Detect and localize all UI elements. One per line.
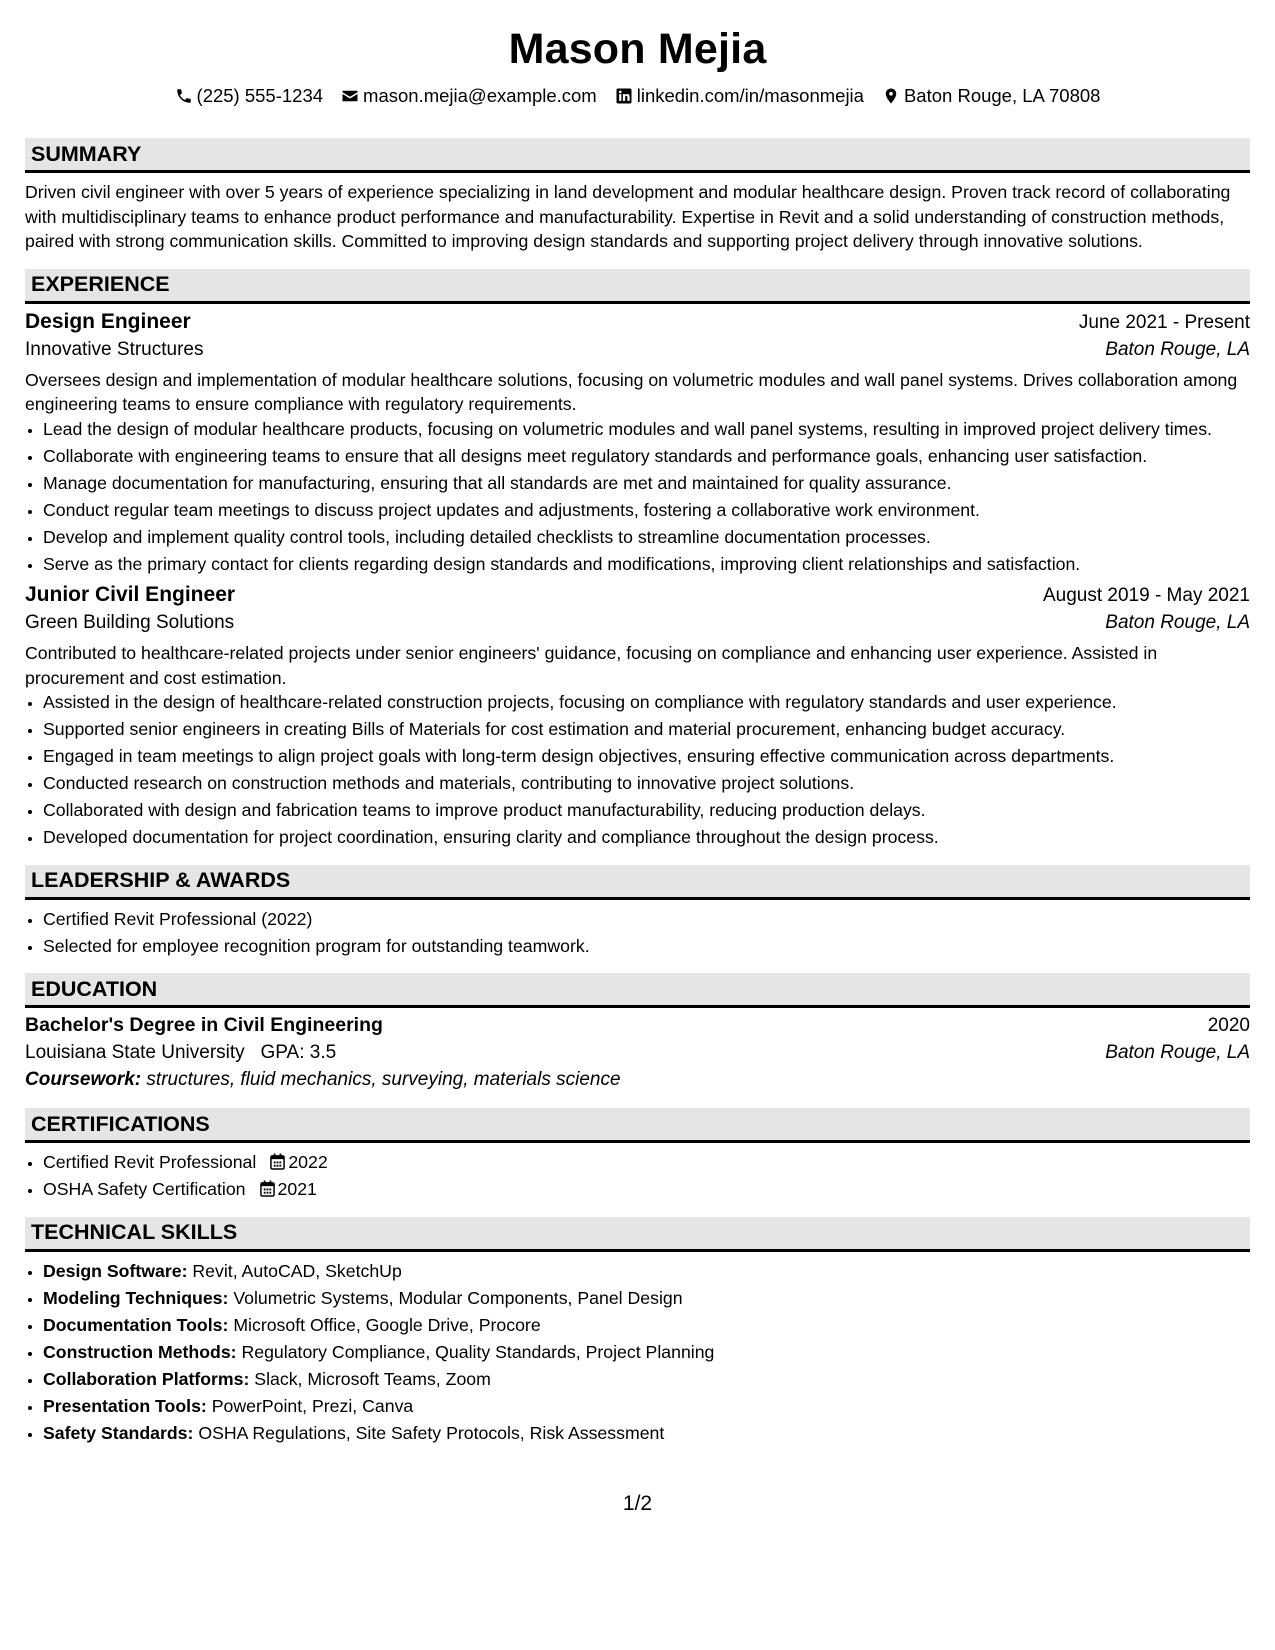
- list-item: [43, 1286, 1250, 1311]
- contact-email-text: mason.mejia@example.com: [363, 85, 597, 106]
- job-header-row: [25, 583, 1250, 607]
- envelope-icon: [341, 87, 359, 105]
- list-item: • Developed documentation for project coordination, ensuring clarity and compliance throughout the design process.: [43, 825, 1250, 850]
- skill-label: Construction Methods:: [43, 1341, 237, 1362]
- education-school: Louisiana State University: [25, 1042, 245, 1063]
- job-header-row: [25, 310, 1250, 334]
- skills-heading: TECHNICAL SKILLS: [25, 1217, 1250, 1252]
- skill-label: Collaboration Platforms:: [43, 1368, 250, 1389]
- leadership-heading: LEADERSHIP & AWARDS: [25, 865, 1250, 900]
- list-item: • Collaborate with engineering teams to ensure that all designs meet regulatory standards and performance goals, enhancing user satisfaction.: [43, 444, 1250, 469]
- page-indicator: 1/2: [622, 1492, 653, 1515]
- job-bullets: [25, 417, 1250, 577]
- resume-page: [25, 0, 1250, 1448]
- list-item: • Certified Revit Professional (2022): [43, 907, 1250, 932]
- job-summary: Oversees design and implementation of modular healthcare solutions, focusing on volumetric modules and wall panel systems. Drives collaboration among engineering teams to ensure compliance with regulatory requirements.: [25, 369, 1238, 414]
- list-item: • Manage documentation for manufacturing, ensuring that all standards are met and maintained for quality assurance.: [43, 471, 1250, 496]
- job-dates: August 2019 - May 2021: [1042, 585, 1250, 606]
- list-item: • Selected for employee recognition program for outstanding teamwork.: [43, 934, 1250, 959]
- list-item: • Lead the design of modular healthcare products, focusing on volumetric modules and wall panel systems, resulting in improved project delivery times.: [43, 417, 1250, 442]
- education-entry: [25, 1014, 1250, 1091]
- linkedin-icon: [615, 87, 633, 105]
- education-location: Baton Rouge, LA: [1105, 1042, 1250, 1063]
- summary-text: Driven civil engineer with over 5 years of experience specializing in land development and modular healthcare design. Proven track record of collaborating with multidisciplinary teams to enhance product performance and manufacturability. Expertise in Revit and a solid understanding of construction methods, paired with strong communication skills. Committed to improving design standards and supporting project delivery through innovative solutions.: [25, 182, 1231, 251]
- education-degree-row: [25, 1014, 1250, 1037]
- list-item: [43, 1340, 1250, 1365]
- skill-value: PowerPoint, Prezi, Canva: [211, 1395, 414, 1416]
- skill-label: Safety Standards:: [43, 1422, 194, 1443]
- job-entry: [25, 583, 1250, 850]
- list-item: • Conduct regular team meetings to discuss project updates and adjustments, fostering a collaborative work environment.: [43, 498, 1250, 523]
- job-company: Innovative Structures: [25, 338, 204, 360]
- list-item: • Develop and implement quality control tools, including detailed checklists to streamline documentation processes.: [43, 525, 1250, 550]
- certification-year: 2021: [277, 1179, 317, 1199]
- certifications-heading: CERTIFICATIONS: [25, 1108, 1250, 1143]
- education-degree: Bachelor's Degree in Civil Engineering: [25, 1014, 383, 1036]
- skill-label: Documentation Tools:: [43, 1314, 229, 1335]
- contact-location: [882, 84, 1100, 108]
- map-marker-icon: [882, 87, 900, 105]
- certifications-list: [25, 1150, 1250, 1202]
- phone-icon: [175, 87, 193, 105]
- job-location: Baton Rouge, LA: [1105, 612, 1250, 633]
- job-entry: [25, 310, 1250, 577]
- list-item: [43, 1150, 1250, 1175]
- education-heading: EDUCATION: [25, 973, 1250, 1008]
- job-dates: June 2021 - Present: [1078, 311, 1250, 333]
- job-company-row: [25, 612, 1250, 634]
- education-coursework: [25, 1069, 1250, 1091]
- skills-list: [25, 1259, 1250, 1446]
- skill-value: Volumetric Systems, Modular Components, Panel Design: [233, 1287, 683, 1308]
- coursework-label: Coursework:: [25, 1069, 142, 1090]
- job-company-row: [25, 339, 1250, 361]
- list-item: • Supported senior engineers in creating Bills of Materials for cost estimation and material procurement, enhancing budget accuracy.: [43, 717, 1250, 742]
- experience-heading: EXPERIENCE: [25, 269, 1250, 304]
- list-item: • Assisted in the design of healthcare-related construction projects, focusing on compliance with regulatory standards and user experience.: [43, 690, 1250, 715]
- certification-name: Certified Revit Professional: [43, 1152, 257, 1172]
- skill-label: Design Software:: [43, 1260, 188, 1281]
- skill-label: Presentation Tools:: [43, 1395, 207, 1416]
- skill-value: Slack, Microsoft Teams, Zoom: [254, 1368, 491, 1389]
- coursework-text: structures, fluid mechanics, surveying, materials science: [146, 1069, 621, 1090]
- contact-phone[interactable]: [175, 84, 324, 108]
- list-item: [43, 1394, 1250, 1419]
- job-title: Design Engineer: [25, 309, 191, 333]
- job-bullets: [25, 690, 1250, 850]
- list-item: [43, 1177, 1250, 1202]
- education-year: 2020: [1207, 1015, 1250, 1036]
- job-summary: Contributed to healthcare-related projects under senior engineers' guidance, focusing on compliance and enhancing user experience. Assisted in procurement and cost estimation.: [25, 643, 1158, 688]
- list-item: [43, 1421, 1250, 1446]
- contact-linkedin-text: linkedin.com/in/masonmejia: [636, 85, 864, 106]
- leadership-list: [25, 907, 1250, 959]
- list-item: [43, 1367, 1250, 1392]
- list-item: • Serve as the primary contact for clients regarding design standards and modifications, improving client relationships and satisfaction.: [43, 552, 1250, 577]
- list-item: • Conducted research on construction methods and materials, contributing to innovative project solutions.: [43, 771, 1250, 796]
- list-item: • Engaged in team meetings to align project goals with long-term design objectives, ensuring effective communication across departments.: [43, 744, 1250, 769]
- education-school-row: [25, 1042, 1250, 1064]
- skill-value: Regulatory Compliance, Quality Standards, Project Planning: [241, 1341, 715, 1362]
- skill-value: Revit, AutoCAD, SketchUp: [192, 1260, 402, 1281]
- contact-bar: [25, 84, 1250, 108]
- skill-value: Microsoft Office, Google Drive, Procore: [233, 1314, 541, 1335]
- skill-value: OSHA Regulations, Site Safety Protocols, Risk Assessment: [198, 1422, 665, 1443]
- job-title: Junior Civil Engineer: [25, 583, 236, 606]
- list-item: • Collaborated with design and fabrication teams to improve product manufacturability, reducing production delays.: [43, 798, 1250, 823]
- contact-linkedin[interactable]: [615, 84, 864, 108]
- job-location: Baton Rouge, LA: [1105, 338, 1250, 360]
- skill-label: Modeling Techniques:: [43, 1287, 229, 1308]
- contact-phone-text: (225) 555-1234: [196, 85, 324, 106]
- education-gpa: GPA: 3.5: [260, 1042, 337, 1063]
- list-item: [43, 1259, 1250, 1284]
- education-school-line: [25, 1042, 336, 1064]
- certification-year: 2022: [288, 1152, 328, 1172]
- certification-name: OSHA Safety Certification: [43, 1179, 246, 1199]
- job-company: Green Building Solutions: [25, 612, 235, 633]
- candidate-name: Mason Mejia: [508, 25, 767, 73]
- contact-location-text: Baton Rouge, LA 70808: [903, 85, 1101, 106]
- contact-email[interactable]: [341, 84, 597, 108]
- calendar-icon: [260, 1180, 275, 1197]
- summary-heading: SUMMARY: [25, 138, 1250, 173]
- list-item: [43, 1313, 1250, 1338]
- calendar-icon: [270, 1153, 285, 1170]
